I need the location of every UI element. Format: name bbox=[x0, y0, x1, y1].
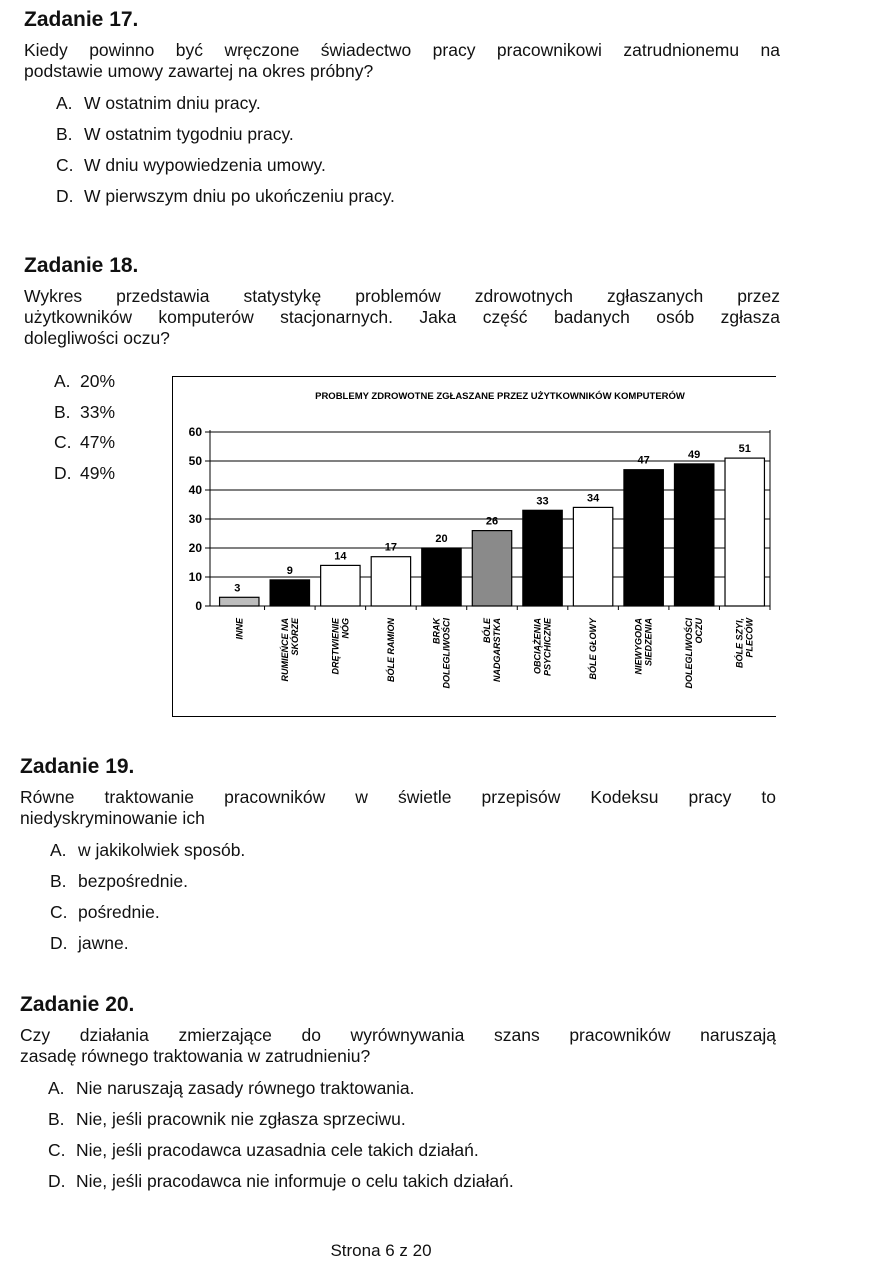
data-label: 49 bbox=[688, 448, 701, 461]
task-17-question-line-2: podstawie umowy zawartej na okres próbny? bbox=[24, 61, 374, 81]
option-letter: C. bbox=[54, 432, 72, 452]
category-label bbox=[634, 618, 654, 675]
option-text: W ostatnim dniu pracy. bbox=[84, 93, 261, 113]
page-number: Strona 6 z 20 bbox=[330, 1241, 432, 1260]
option-letter: D. bbox=[48, 1171, 66, 1191]
category-label-line: DOLEGLIWOŚCI bbox=[684, 618, 695, 689]
y-tick-label: 20 bbox=[188, 541, 202, 555]
task-19-question-line-1: Równe traktowanie pracowników w świetle przepisów Kodeksu pracy to bbox=[20, 787, 776, 807]
task-20-question-line-2: zasadę równego traktowania w zatrudnieniu? bbox=[20, 1046, 371, 1066]
option-text: 20% bbox=[80, 371, 116, 391]
task-19-option-a[interactable] bbox=[50, 839, 776, 870]
category-label-line: NÓG bbox=[340, 618, 351, 639]
option-text: pośrednie. bbox=[78, 902, 160, 922]
category-label-line: PSYCHICZNE bbox=[542, 618, 553, 677]
bar bbox=[422, 548, 461, 606]
data-label: 3 bbox=[234, 582, 241, 595]
option-letter: C. bbox=[56, 155, 74, 175]
task-20-title: Zadanie 20. bbox=[20, 993, 135, 1016]
option-text: Nie, jeśli pracodawca uzasadnia cele takich działań. bbox=[76, 1140, 479, 1160]
y-tick-label: 0 bbox=[195, 599, 202, 613]
category-label bbox=[234, 617, 244, 639]
task-18-question-line-2: użytkowników komputerów stacjonarnych. Jaka część badanych osób zgłasza bbox=[24, 307, 780, 327]
task-19-option-b[interactable] bbox=[50, 870, 776, 901]
data-label: 33 bbox=[536, 495, 549, 508]
task-19-title: Zadanie 19. bbox=[20, 755, 135, 778]
task-18-question-line-1: Wykres przedstawia statystykę problemów zdrowotnych zgłaszanych przez bbox=[24, 286, 780, 306]
task-18-option-d[interactable] bbox=[54, 462, 115, 493]
category-label-line: PLECÓW bbox=[744, 618, 755, 658]
task-19-options bbox=[50, 839, 776, 963]
option-letter: B. bbox=[54, 401, 71, 422]
y-tick-label: 40 bbox=[188, 483, 202, 497]
task-17-question-line-1: Kiedy powinno być wręczone świadectwo pracy pracownikowi zatrudnionemu na bbox=[24, 40, 780, 60]
task-20-option-b[interactable] bbox=[48, 1108, 776, 1139]
bar bbox=[674, 464, 713, 606]
task-19-option-d[interactable] bbox=[50, 932, 776, 963]
task-17 bbox=[24, 8, 780, 216]
bar bbox=[321, 565, 360, 606]
category-label-line: BÓLE SZYI, bbox=[734, 618, 745, 669]
task-20-option-d[interactable] bbox=[48, 1170, 776, 1201]
task-18-question bbox=[24, 286, 780, 349]
data-label: 26 bbox=[485, 515, 499, 528]
bar bbox=[725, 458, 764, 606]
task-18-options bbox=[54, 370, 115, 492]
data-label: 9 bbox=[286, 564, 293, 577]
category-label-line: SIEDZENIA bbox=[643, 618, 654, 667]
option-letter: C. bbox=[50, 902, 68, 922]
option-text: W dniu wypowiedzenia umowy. bbox=[84, 155, 326, 175]
bar bbox=[624, 470, 663, 606]
option-text: Nie, jeśli pracownik nie zgłasza sprzeciwu. bbox=[76, 1109, 406, 1129]
data-label: 47 bbox=[637, 454, 650, 467]
task-17-option-b[interactable] bbox=[56, 123, 780, 154]
category-label-line: RUMIEŃCE NA bbox=[279, 618, 290, 682]
option-letter: B. bbox=[48, 1109, 65, 1129]
category-label-line: DOLEGLIWOŚCI bbox=[441, 618, 452, 689]
task-17-option-a[interactable] bbox=[56, 92, 780, 123]
option-letter: A. bbox=[50, 840, 67, 860]
category-label-line: OBCIĄŻENIA bbox=[532, 618, 543, 674]
category-label-line: BÓLE bbox=[482, 618, 492, 644]
option-text: jawne. bbox=[78, 933, 129, 953]
option-text: 49% bbox=[80, 462, 116, 483]
task-20 bbox=[20, 993, 776, 1201]
category-label-line: BRAK bbox=[431, 618, 442, 644]
option-letter: B. bbox=[50, 871, 67, 891]
option-letter: A. bbox=[54, 371, 71, 391]
option-text: W ostatnim tygodniu pracy. bbox=[84, 124, 294, 144]
task-17-option-d[interactable] bbox=[56, 185, 780, 216]
data-label: 34 bbox=[586, 492, 600, 505]
task-18-option-c[interactable] bbox=[54, 431, 115, 462]
category-label-line: OCZU bbox=[694, 618, 705, 644]
category-label-line: NADGARSTKA bbox=[492, 618, 502, 682]
option-text: Nie naruszają zasady równego traktowania. bbox=[76, 1078, 415, 1098]
option-letter: A. bbox=[56, 93, 73, 113]
bar bbox=[523, 510, 562, 606]
task-20-question-line-1: Czy działania zmierzające do wyrównywania szans pracowników naruszają bbox=[20, 1025, 776, 1045]
category-label bbox=[587, 617, 598, 679]
bar bbox=[371, 557, 410, 606]
option-text: w jakikolwiek sposób. bbox=[78, 840, 246, 860]
data-label: 17 bbox=[384, 541, 398, 554]
data-label: 51 bbox=[738, 443, 751, 456]
category-label-line: BÓLE GŁOWY bbox=[588, 618, 599, 680]
task-18-option-a[interactable] bbox=[54, 370, 115, 401]
option-text: 33% bbox=[80, 401, 116, 422]
option-letter: A. bbox=[48, 1078, 65, 1098]
option-letter: D. bbox=[54, 462, 72, 483]
y-tick-label: 60 bbox=[188, 425, 202, 439]
category-label-line: DRĘTWIENIE bbox=[330, 618, 341, 675]
option-letter: D. bbox=[56, 186, 74, 206]
chart-title: PROBLEMY ZDROWOTNE ZGŁASZANE PRZEZ UŻYTKOWNIKÓW KOMPUTERÓW bbox=[315, 391, 685, 402]
task-17-title: Zadanie 17. bbox=[24, 8, 139, 31]
y-tick-label: 50 bbox=[188, 454, 202, 468]
bar bbox=[573, 507, 612, 606]
task-19-question bbox=[20, 787, 776, 829]
task-18 bbox=[24, 254, 780, 349]
task-20-options bbox=[48, 1077, 776, 1201]
category-label-line: NIEWYGODA bbox=[633, 618, 644, 675]
task-20-question bbox=[20, 1025, 776, 1067]
option-letter: C. bbox=[48, 1140, 66, 1160]
task-17-options bbox=[56, 92, 780, 216]
option-letter: D. bbox=[50, 933, 68, 953]
option-text: 47% bbox=[80, 432, 116, 452]
task-19-question-line-2: niedyskryminowanie ich bbox=[20, 808, 205, 828]
y-tick-label: 30 bbox=[188, 512, 202, 526]
category-label bbox=[533, 617, 553, 676]
y-tick-label: 10 bbox=[188, 570, 202, 584]
task-19-option-c[interactable] bbox=[50, 901, 776, 932]
task-19 bbox=[20, 755, 776, 963]
data-label: 20 bbox=[435, 533, 448, 545]
option-letter: B. bbox=[56, 124, 73, 144]
category-label bbox=[385, 618, 396, 682]
task-20-option-a[interactable] bbox=[48, 1077, 776, 1108]
bar bbox=[220, 597, 259, 606]
task-20-option-c[interactable] bbox=[48, 1139, 776, 1170]
option-text: W pierwszym dniu po ukończeniu pracy. bbox=[84, 186, 395, 206]
health-problems-chart bbox=[172, 376, 776, 718]
task-17-question bbox=[24, 40, 780, 82]
bar bbox=[270, 580, 309, 606]
option-text: bezpośrednie. bbox=[78, 871, 188, 891]
task-18-title: Zadanie 18. bbox=[24, 254, 139, 277]
category-label-line: INNE bbox=[234, 618, 245, 640]
task-18-option-b[interactable] bbox=[54, 401, 115, 432]
bar bbox=[472, 531, 511, 606]
task-17-option-c[interactable] bbox=[56, 154, 780, 185]
category-label-line: SKÓRZE bbox=[289, 618, 300, 656]
option-text: Nie, jeśli pracodawca nie informuje o celu takich działań. bbox=[76, 1171, 514, 1191]
data-label: 14 bbox=[334, 550, 347, 563]
task-18-question-line-3: dolegliwości oczu? bbox=[24, 328, 170, 348]
category-label-line: BÓLE RAMION bbox=[385, 618, 396, 682]
